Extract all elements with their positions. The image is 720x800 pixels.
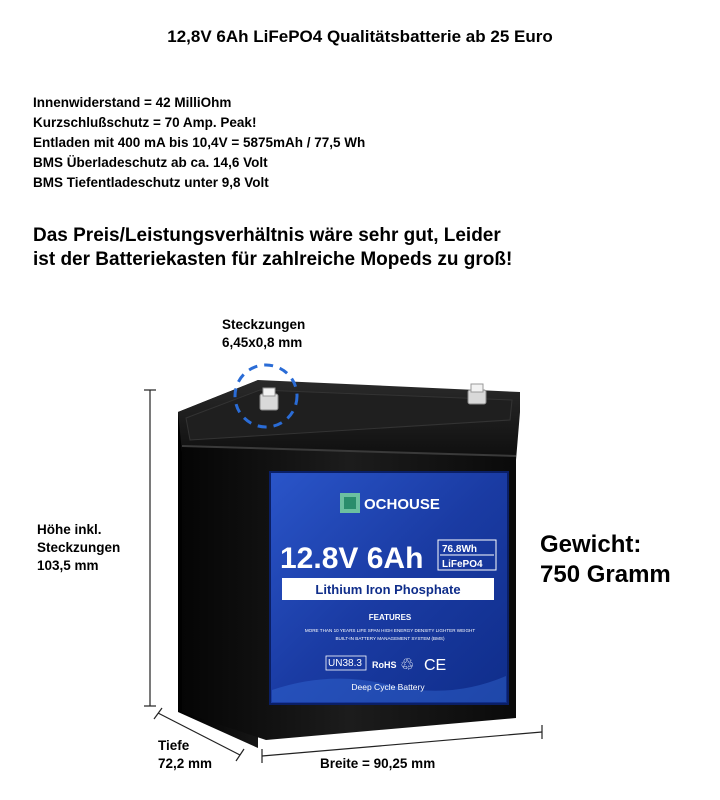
weight-label-line: 750 Gramm: [540, 561, 671, 588]
height-label-line: 103,5 mm: [37, 558, 99, 573]
height-label-line: Steckzungen: [37, 540, 121, 555]
battery-rating: 12.8V 6Ah: [280, 542, 424, 575]
ce-icon: CE: [424, 657, 447, 674]
height-dimension-line: [144, 390, 156, 706]
height-label: [37, 521, 120, 575]
connector-label-line: Steckzungen: [222, 317, 306, 332]
battery-type: Lithium Iron Phosphate: [315, 582, 461, 597]
features-line: MORE THAN 10 YEARS LIFE SPAN HIGH ENERGY DENSITY LIGHTER WEIGHT: [304, 628, 476, 633]
weight-label-line: Gewicht:: [540, 531, 642, 558]
spec-item: BMS Überladeschutz ab ca. 14,6 Volt: [33, 155, 268, 170]
width-label: Breite = 90,25 mm: [320, 756, 436, 771]
rohs-icon: RoHS: [372, 660, 397, 670]
spec-item: Innenwiderstand = 42 MilliOhm: [33, 95, 232, 110]
depth-label-line: 72,2 mm: [158, 756, 213, 771]
depth-label-line: Tiefe: [158, 738, 190, 753]
battery-chemistry: LiFePO4: [442, 559, 483, 570]
note-line: Das Preis/Leistungsverhältnis wäre sehr gut, Leider: [33, 225, 501, 246]
connector-label: [222, 316, 305, 352]
brand-logo-icon: [340, 493, 360, 513]
recycle-icon: ♲: [400, 655, 415, 674]
note-line: ist der Batteriekasten für zahlreiche Mopeds zu groß!: [33, 249, 513, 270]
page-title: 12,8V 6Ah LiFePO4 Qualitätsbatterie ab 25 Euro: [167, 27, 553, 46]
spec-item: BMS Tiefentladeschutz unter 9,8 Volt: [33, 175, 269, 190]
battery-energy: 76.8Wh: [442, 544, 478, 555]
battery-footer: Deep Cycle Battery: [351, 682, 425, 692]
terminal-right-icon: [468, 384, 486, 404]
terminal-left-icon: [260, 388, 278, 410]
features-title: FEATURES: [368, 613, 412, 622]
brand-name: OCHOUSE: [364, 496, 440, 513]
spec-item: Entladen mit 400 mA bis 10,4V = 5875mAh / 77,5 Wh: [33, 135, 366, 150]
height-label-line: Höhe inkl.: [37, 522, 102, 537]
cert-un383: UN38.3: [328, 658, 362, 669]
weight-label: [540, 530, 671, 590]
depth-label: [158, 737, 212, 773]
spec-item: Kurzschlußschutz = 70 Amp. Peak!: [33, 115, 257, 130]
connector-label-line: 6,45x0,8 mm: [222, 335, 303, 350]
features-line: BUILT-IN BATTERY MANAGEMENT SYSTEM (BMS): [335, 636, 445, 641]
